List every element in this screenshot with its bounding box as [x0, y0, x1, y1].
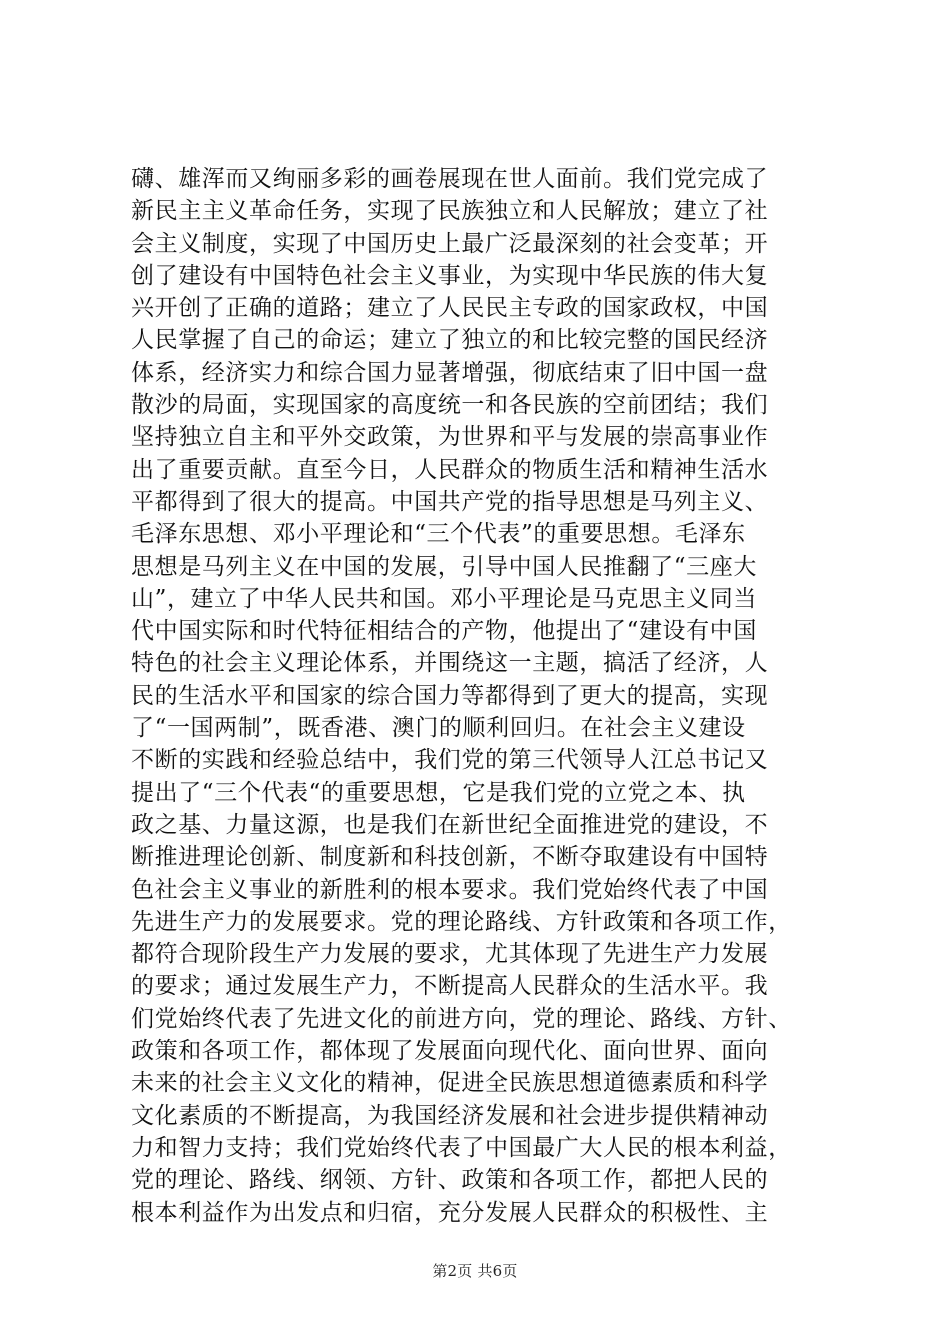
page-number-footer: 第2页 共6页: [432, 1262, 518, 1280]
body-text: 礴、雄浑而又绚丽多彩的画卷展现在世人面前。我们党完成了 新民主主义革命任务，实现了民族独立和人民解放；建立了社 会主义制度，实现了中国历史上最广泛最深刻的社会变革；开 创了建设有中国特色社会主义事业，为实现中华民族的伟大复 兴开创了正确的道路；建立了人民民主专政的国家政权，中国 人民掌握了自己的命运；建立了独立的和比较完整的国民经济 体系，经济实力和综合国力显著增强，彻底结束了旧中国一盘 散沙的局面，实现国家的高度统一和各民族的空前团结；我们 坚持独立自主和平外交政策，为世界和平与发展的崇高事业作 出了重要贡献。直至今日，人民群众的物质生活和精神生活水 平都得到了很大的提高。中国共产党的指导思想是马列主义、 毛泽东思想、邓小平理论和“三个代表”的重要思想。毛泽东 思想是马列主义在中国的发展，引导中国人民推翻了“三座大 山”，建立了中华人民共和国。邓小平理论是马克思主义同当 代中国实际和时代特征相结合的产物，他提出了“建设有中国 特色的社会主义理论体系，并围绕这一主题，搞活了经济，人 民的生活水平和国家的综合国力等都得到了更大的提高，实现 了“一国两制”，既香港、澳门的顺利回归。在社会主义建设 不断的实践和经验总结中，我们党的第三代领导人江总书记又 提出了“三个代表“的重要思想，它是我们党的立党之本、执 政之基、力量这源，也是我们在新世纪全面推进党的建设，不 断推进理论创新、制度新和科技创新，不断夺取建设有中国特 色社会主义事业的新胜利的根本要求。我们党始终代表了中国 先进生产力的发展要求。党的理论路线、方针政策和各项工作， 都符合现阶段生产力发展的要求，尤其体现了先进生产力发展 的要求；通过发展生产力，不断提高人民群众的生活水平。我 们党始终代表了先进文化的前进方向，党的理论、路线、方针、 政策和各项工作，都体现了发展面向现代化、面向世界、面向 未来的社会主义文化的精神，促进全民族思想道德素质和科学 文化素质的不断提高，为我国经济发展和社会进步提供精神动 力和智力支持；我们党始终代表了中国最广大人民的根本利益， 党的理论、路线、纲领、方针、政策和各项工作，都把人民的 根本利益作为出发点和归宿，充分发展人民群众的积极性、主: [131, 166, 792, 1226]
